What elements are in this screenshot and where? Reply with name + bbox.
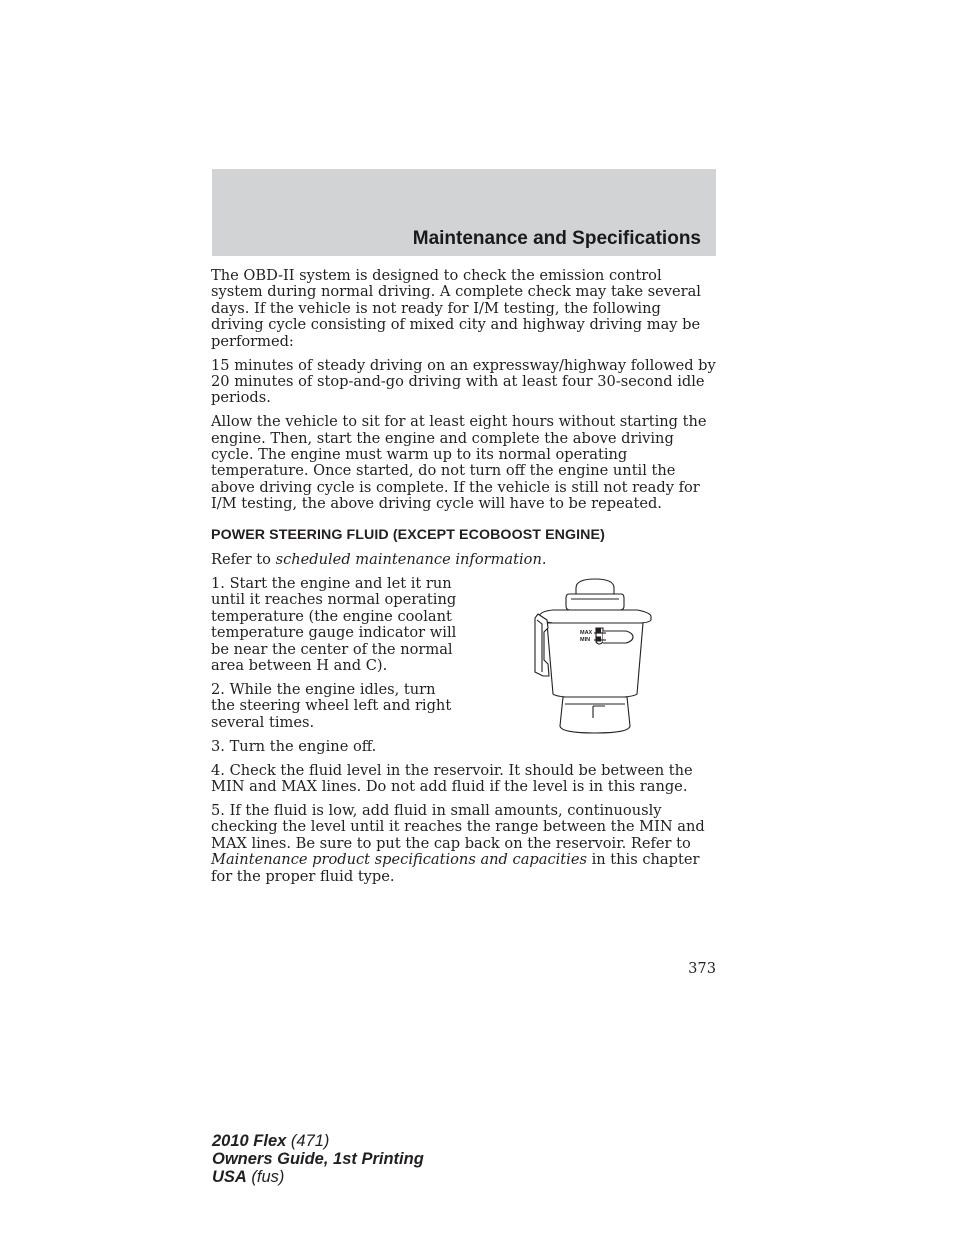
step-5 — [211, 803, 717, 885]
scheduled-maintenance-link: scheduled maintenance information — [275, 551, 542, 569]
power-steering-reservoir-icon — [533, 576, 658, 736]
refer-paragraph — [211, 552, 717, 568]
intro-paragraph-2: 15 minutes of steady driving on an expressway/highway followed by 20 minutes of stop-and-go driving with at least four 30-second idle periods. — [211, 356, 716, 407]
page-content — [211, 268, 717, 892]
page-number: 373 — [688, 960, 716, 977]
footer-model: 2010 Flex — [212, 1132, 287, 1150]
footer-model-code: (471) — [286, 1132, 330, 1150]
step-2: 2. While the engine idles, turn the steering wheel left and right several times. — [211, 680, 452, 731]
footer-market: USA — [212, 1168, 247, 1186]
step-4: 4. Check the fluid level in the reservoir. It should be between the MIN and MAX lines. Do not add fluid if the level is in this range. — [211, 761, 693, 795]
step-5-text: 5. If the fluid is low, add fluid in small amounts, continuously checking the level until it reaches the range between the MIN and MAX lines. Be sure to put the cap back on the reservoir. Refer to — [211, 801, 705, 852]
refer-suffix: . — [541, 551, 547, 569]
steps-with-figure — [211, 576, 717, 755]
footer-guide: Owners Guide, 1st Printing — [212, 1150, 424, 1168]
refer-prefix: Refer to — [211, 551, 276, 569]
intro-paragraph-3: Allow the vehicle to sit for at least eight hours without starting the engine. Then, start the engine and complete the above driving cycle. The engine must warm up to its normal operating temperature. Once started, do not turn off the engine until the above driving cycle is complete. If the vehicle is still not ready for I/M testing, the above driving cycle will have to be repeated. — [211, 413, 707, 513]
section-header-band — [212, 169, 716, 256]
intro-paragraph-1: The OBD-II system is designed to check the emission control system during normal driving. A complete check may take several days. If the vehicle is not ready for I/M testing, the following driving cycle consisting of mixed city and highway driving may be performed: — [211, 267, 701, 350]
footer-imprint — [212, 1132, 424, 1186]
reservoir-illustration — [533, 576, 658, 736]
step-3: 3. Turn the engine off. — [211, 737, 377, 755]
min-label: MIN — [580, 637, 591, 643]
product-specifications-link: Maintenance product specifications and capacities — [211, 851, 587, 869]
footer-market-code: (fus) — [246, 1168, 285, 1186]
section-title: Maintenance and Specifications — [412, 228, 701, 249]
step-1: 1. Start the engine and let it run until it reaches normal operating temperature (the engine coolant temperature gauge indicator will be near the center of the normal area between H and C). — [211, 575, 457, 675]
step-5-suffix: in this chapter for the proper fluid type. — [211, 851, 700, 885]
max-label: MAX — [580, 630, 593, 636]
power-steering-heading: POWER STEERING FLUID (EXCEPT ECOBOOST ENGINE) — [211, 526, 605, 543]
